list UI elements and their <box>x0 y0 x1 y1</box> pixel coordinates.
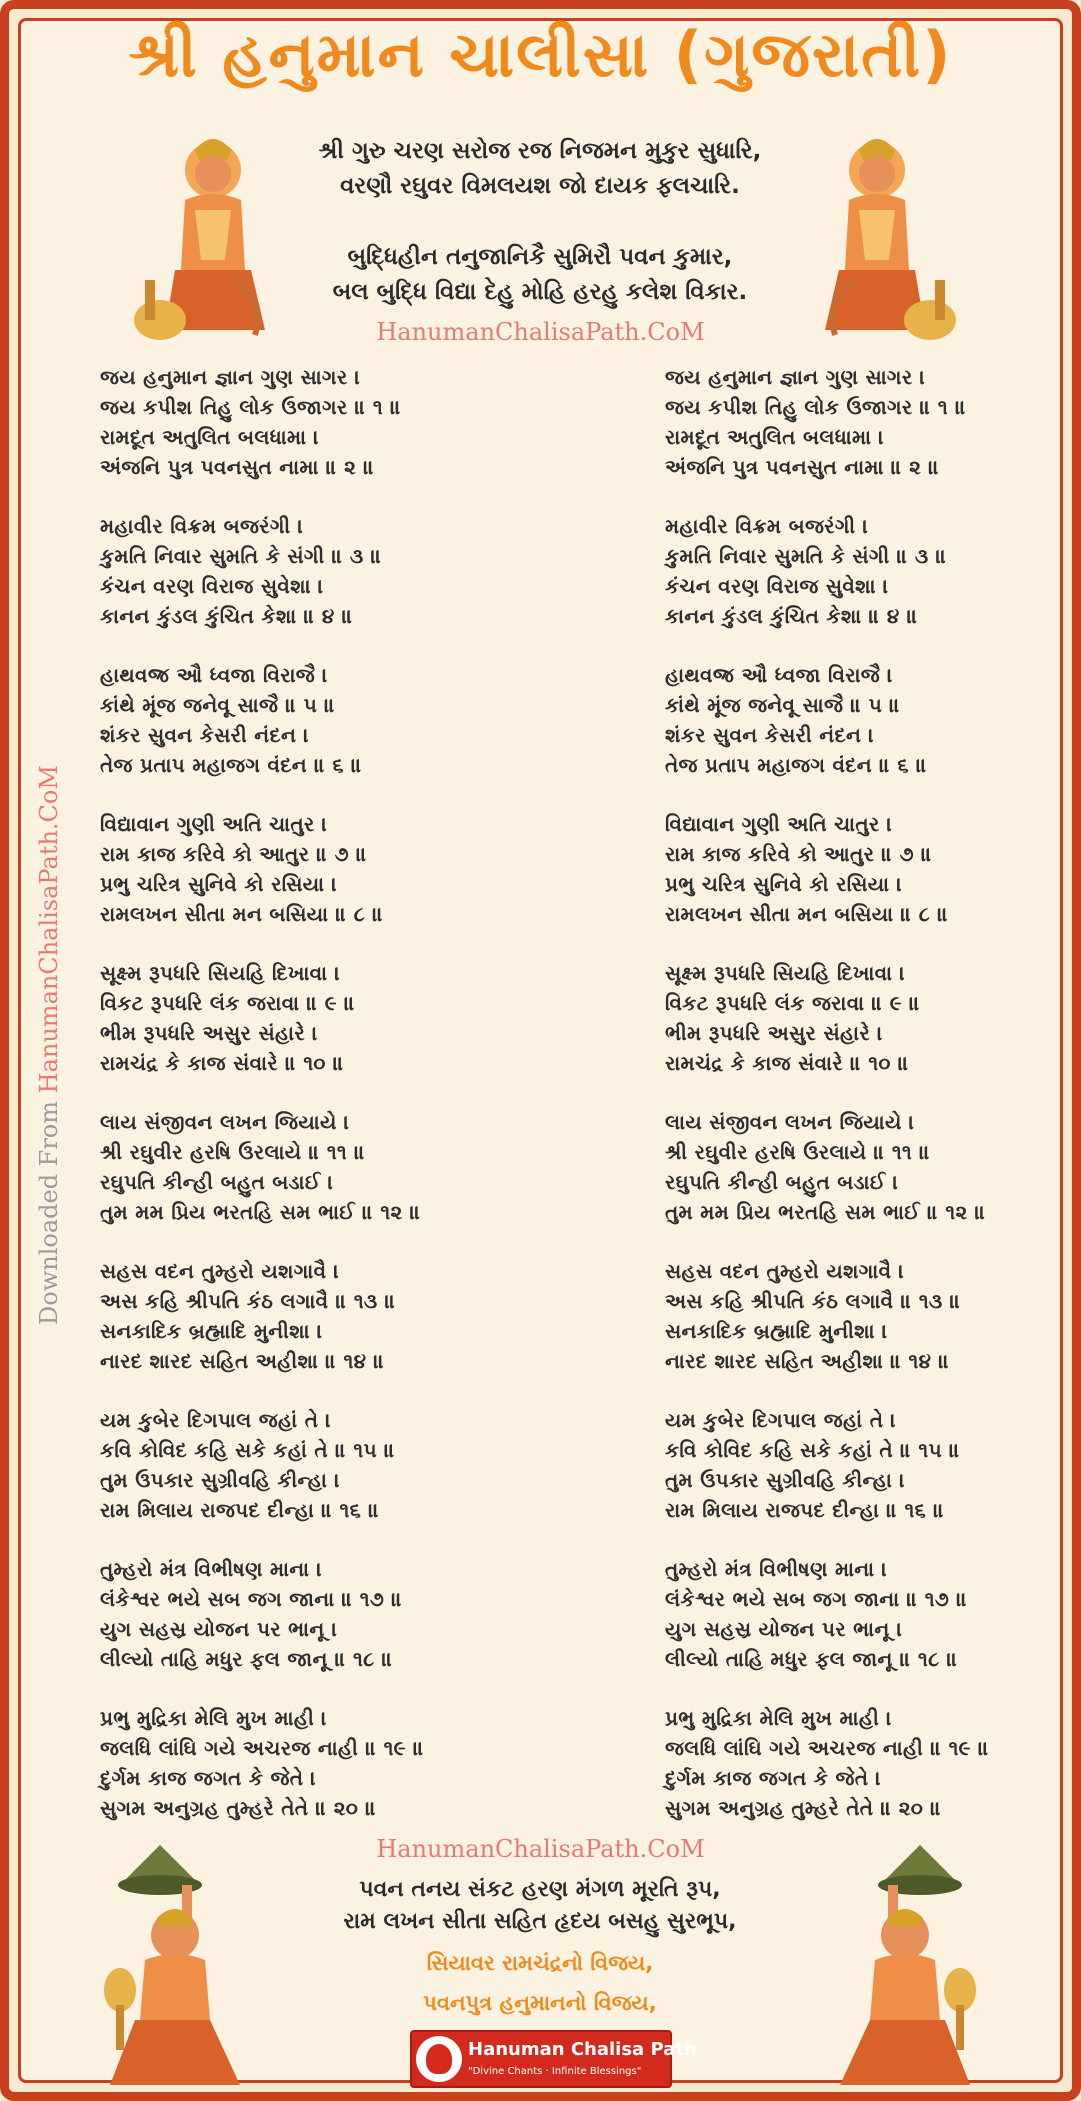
chalisa-stanza <box>100 1405 520 1554</box>
chalisa-verse-line: વિકટ રૂપધરિ લંક જરાવા ॥ ૯ ॥ <box>665 991 921 1015</box>
website-watermark-top[interactable]: HanumanChalisaPath.CoM <box>376 318 705 346</box>
chalisa-verse-line: યુગ સહસ્ર યોજન પર ભાનૂ । <box>100 1617 338 1641</box>
chalisa-verse-line: જય કપીશ તિહુ લોક ઉજાગર ॥ ૧ ॥ <box>100 395 402 419</box>
chalisa-verse-line: અસ કહિ શ્રીપતિ કંઠ લગાવૈ ॥ ૧૩ ॥ <box>665 1289 961 1313</box>
hanuman-mountain-illustration-bottom-right <box>815 1840 990 2090</box>
chalisa-verse-line: લાય સંજીવન લખન જિયાયે । <box>100 1110 350 1134</box>
chalisa-verse-line: યમ કુબેર દિગપાલ જહાં તે । <box>665 1408 897 1432</box>
chalisa-verse-line: સૂક્ષ્મ રૂપધરિ સિયહિ દિખાવા । <box>100 961 341 985</box>
chalisa-verse-line: રામચંદ્ર કે કાજ સંવારે ॥ ૧૦ ॥ <box>100 1051 344 1075</box>
chalisa-verse-line: સહસ વદન તુમ્હરો યશગાવૈ । <box>100 1259 340 1283</box>
side-download-link[interactable]: HanumanChalisaPath.CoM <box>35 765 63 1094</box>
chalisa-verse-line: કુમતિ નિવાર સુમતિ કે સંગી ॥ ૩ ॥ <box>665 544 947 568</box>
hanuman-mountain-illustration-bottom-left <box>90 1840 265 2090</box>
hanuman-illustration-top-right <box>815 130 965 350</box>
chalisa-stanza <box>665 1554 1081 1703</box>
doha-line: શ્રી ગુરુ ચરણ સરોજ રજ નિજમન મુકુર સુધારિ, <box>318 138 762 164</box>
chalisa-verse-line: તુમ મમ પ્રિય ભરતહિ સમ ભાઈ ॥ ૧૨ ॥ <box>100 1200 421 1224</box>
chalisa-verse-line: કાનન કુંડલ કુંચિત કેશા ॥ ૪ ॥ <box>665 604 918 628</box>
chalisa-verse-line: રામ મિલાય રાજપદ દીન્હા ॥ ૧૬ ॥ <box>665 1498 945 1522</box>
jai-line-hanuman: પવનપુત્ર હનુમાનનો વિજય, <box>423 1991 657 2015</box>
hanuman-chalisa-path-logo[interactable] <box>410 2030 697 2088</box>
chalisa-verse-line: કુમતિ નિવાર સુમતિ કે સંગી ॥ ૩ ॥ <box>100 544 382 568</box>
chalisa-verse-line: તેજ પ્રતાપ મહાજગ વંદન ॥ ૬ ॥ <box>665 753 927 777</box>
chalisa-stanza <box>100 1107 520 1256</box>
chalisa-stanza <box>665 1256 1081 1405</box>
chalisa-verse-line: સહસ વદન તુમ્હરો યશગાવૈ । <box>665 1259 905 1283</box>
chalisa-verse-line: પ્રભુ ચરિત્ર સુનિવે કો રસિયા । <box>665 872 903 896</box>
chalisa-verse-line: પ્રભુ ચરિત્ર સુનિવે કો રસિયા । <box>100 872 338 896</box>
chalisa-verse-line: તુમ ઉપકાર સુગ્રીવહિ કીન્હા । <box>100 1468 341 1492</box>
chalisa-verse-line: મહાવીર વિક્રમ બજરંગી । <box>100 514 304 538</box>
chalisa-verse-line: કાંથે મૂંજ જનેવૂ સાજૈ ॥ ૫ ॥ <box>665 693 901 717</box>
chalisa-verse-line: પ્રભુ મુદ્રિકા મેલિ મુખ માહી । <box>665 1706 892 1730</box>
chalisa-stanza <box>100 958 520 1107</box>
chalisa-verse-line: તુમ્હરો મંત્ર વિભીષણ માના । <box>100 1557 323 1581</box>
chalisa-verse-line: મહાવીર વિક્રમ બજરંગી । <box>665 514 869 538</box>
chalisa-verse-line: શ્રી રઘુવીર હરષિ ઉરલાયે ॥ ૧૧ ॥ <box>100 1140 366 1164</box>
chalisa-verse-line: રામદૂત અતુલિત બલધામા । <box>665 425 885 449</box>
chalisa-verse-line: યુગ સહસ્ર યોજન પર ભાનૂ । <box>665 1617 903 1641</box>
chalisa-verse-line: સુગમ અનુગ્રહ તુમ્હરે તેતે ॥ ૨૦ ॥ <box>100 1796 377 1820</box>
chalisa-stanza <box>665 511 1081 660</box>
chalisa-verse-line: જય હનુમાન જ્ઞાન ગુણ સાગર । <box>100 365 361 389</box>
chalisa-verse-line: વિકટ રૂપધરિ લંક જરાવા ॥ ૯ ॥ <box>100 991 356 1015</box>
closing-doha-line-1: પવન તનય સંકટ હરણ મંગળ મૂરતિ રૂપ, <box>359 1877 721 1902</box>
doha-line: બલ બુદ્ધિ વિદ્યા દેહુ મોહિ હરહુ કલેશ વિકાર. <box>332 279 748 305</box>
chalisa-verse-line: નારદ શારદ સહિત અહીશા ॥ ૧૪ ॥ <box>100 1349 385 1373</box>
chalisa-verse-line: રામ મિલાય રાજપદ દીન્હા ॥ ૧૬ ॥ <box>100 1498 380 1522</box>
chalisa-verse-line: તુમ્હરો મંત્ર વિભીષણ માના । <box>665 1557 888 1581</box>
chalisa-verse-line: શ્રી રઘુવીર હરષિ ઉરલાયે ॥ ૧૧ ॥ <box>665 1140 931 1164</box>
chalisa-verse-line: લીલ્યો તાહિ મધુર ફલ જાનૂ ॥ ૧૮ ॥ <box>665 1647 958 1671</box>
chalisa-stanza <box>100 809 520 958</box>
logo-tagline: "Divine Chants · Infinite Blessings" <box>468 2066 642 2077</box>
hanuman-illustration-top-left <box>125 130 275 350</box>
chalisa-verse-line: જલધિ લાંઘિ ગયે અચરજ નાહી ॥ ૧૯ ॥ <box>100 1736 424 1760</box>
chalisa-verse-line: સનકાદિક બ્રહ્માદિ મુનીશા । <box>100 1319 323 1343</box>
chalisa-verse-line: ભીમ રૂપધરિ અસુર સંહારે । <box>665 1021 883 1045</box>
chalisa-stanza <box>665 1107 1081 1256</box>
chalisa-verse-line: દુર્ગમ કાજ જગત કે જેતે । <box>665 1766 882 1790</box>
chalisa-stanza <box>665 809 1081 958</box>
chalisa-stanza <box>100 660 520 809</box>
closing-doha-line-2: રામ લખન સીતા સહિત હૃદય બસહુ સુરભૂપ, <box>343 1909 737 1934</box>
chalisa-verse-line: કાનન કુંડલ કુંચિત કેશા ॥ ૪ ॥ <box>100 604 353 628</box>
chalisa-verse-line: હાથવજ્ર ઔ ધ્વજા વિરાજૈ । <box>100 663 328 687</box>
chalisa-verse-line: શંકર સુવન કેસરી નંદન । <box>665 723 875 747</box>
chalisa-verse-line: હાથવજ્ર ઔ ધ્વજા વિરાજૈ । <box>665 663 893 687</box>
chalisa-stanza <box>100 511 520 660</box>
chalisa-verse-line: પ્રભુ મુદ્રિકા મેલિ મુખ માહી । <box>100 1706 327 1730</box>
side-download-prefix: Downloaded From <box>35 1093 63 1325</box>
chalisa-verse-line: રામદૂત અતુલિત બલધામા । <box>100 425 320 449</box>
chalisa-verse-line: લાય સંજીવન લખન જિયાયે । <box>665 1110 915 1134</box>
chalisa-verse-line: કંચન વરણ વિરાજ સુવેશા । <box>100 574 324 598</box>
chalisa-verse-line: સુગમ અનુગ્રહ તુમ્હરે તેતે ॥ ૨૦ ॥ <box>665 1796 942 1820</box>
page-title: શ્રી હનુમાન ચાલીસા (ગુજરાતી) <box>128 18 953 91</box>
chalisa-verse-line: નારદ શારદ સહિત અહીશા ॥ ૧૪ ॥ <box>665 1349 950 1373</box>
chalisa-verse-line: અંજનિ પુત્ર પવનસુત નામા ॥ ૨ ॥ <box>665 455 940 479</box>
chalisa-verse-line: તુમ ઉપકાર સુગ્રીવહિ કીન્હા । <box>665 1468 906 1492</box>
chalisa-verse-line: અંજનિ પુત્ર પવનસુત નામા ॥ ૨ ॥ <box>100 455 375 479</box>
chalisa-verse-line: ભીમ રૂપધરિ અસુર સંહારે । <box>100 1021 318 1045</box>
chalisa-verse-line: લંકેશ્વર ભયે સબ જગ જાના ॥ ૧૭ ॥ <box>100 1587 403 1611</box>
chalisa-verse-line: તેજ પ્રતાપ મહાજગ વંદન ॥ ૬ ॥ <box>100 753 362 777</box>
chalisa-verse-line: તુમ મમ પ્રિય ભરતહિ સમ ભાઈ ॥ ૧૨ ॥ <box>665 1200 986 1224</box>
chalisa-verse-line: જલધિ લાંઘિ ગયે અચરજ નાહી ॥ ૧૯ ॥ <box>665 1736 989 1760</box>
chalisa-column-left <box>100 362 520 1852</box>
doha-line: બુદ્ધિહીન તનુજાનિકૈ સુમિરૌ પવન કુમાર, <box>347 244 733 270</box>
chalisa-column-right <box>665 362 1081 1852</box>
chalisa-verse-line: કંચન વરણ વિરાજ સુવેશા । <box>665 574 889 598</box>
chalisa-verse-line: કવિ કોવિદ કહિ સકે કહાં તે ॥ ૧૫ ॥ <box>100 1438 396 1462</box>
opening-doha-1 <box>270 134 810 204</box>
chalisa-stanza <box>100 362 520 511</box>
chalisa-verse-line: વિદ્યાવાન ગુણી અતિ ચાતુર । <box>665 812 893 836</box>
opening-doha-2 <box>270 240 810 310</box>
chalisa-verse-line: યમ કુબેર દિગપાલ જહાં તે । <box>100 1408 332 1432</box>
jai-line-ram: સિયાવર રામચંદ્રનો વિજય, <box>426 1951 654 1975</box>
logo-name: Hanuman Chalisa Path <box>468 2039 697 2060</box>
hanuman-face-icon <box>416 2036 462 2082</box>
chalisa-verse-line: લંકેશ્વર ભયે સબ જગ જાના ॥ ૧૭ ॥ <box>665 1587 968 1611</box>
chalisa-verse-line: કાંથે મૂંજ જનેવૂ સાજૈ ॥ ૫ ॥ <box>100 693 336 717</box>
chalisa-verse-line: દુર્ગમ કાજ જગત કે જેતે । <box>100 1766 317 1790</box>
side-download-text <box>35 765 63 1325</box>
chalisa-stanza <box>665 1703 1081 1852</box>
chalisa-stanza <box>665 362 1081 511</box>
doha-line: વરણૌ રઘુવર વિમલયશ જો દાયક ફલચારિ. <box>340 173 740 199</box>
chalisa-verse-line: જય હનુમાન જ્ઞાન ગુણ સાગર । <box>665 365 926 389</box>
chalisa-verse-line: અસ કહિ શ્રીપતિ કંઠ લગાવૈ ॥ ૧૩ ॥ <box>100 1289 396 1313</box>
website-watermark-bottom[interactable]: HanumanChalisaPath.CoM <box>376 1835 705 1863</box>
chalisa-verse-line: સનકાદિક બ્રહ્માદિ મુનીશા । <box>665 1319 888 1343</box>
chalisa-stanza <box>665 660 1081 809</box>
chalisa-stanza <box>665 1405 1081 1554</box>
chalisa-stanza <box>100 1554 520 1703</box>
chalisa-stanza <box>100 1703 520 1852</box>
chalisa-verse-line: રામલખન સીતા મન બસિયા ॥ ૮ ॥ <box>665 902 949 926</box>
chalisa-verse-line: રામ કાજ કરિવે કો આતુર ॥ ૭ ॥ <box>665 842 932 866</box>
chalisa-verse-line: કવિ કોવિદ કહિ સકે કહાં તે ॥ ૧૫ ॥ <box>665 1438 961 1462</box>
chalisa-verse-line: શંકર સુવન કેસરી નંદન । <box>100 723 310 747</box>
chalisa-verse-line: વિદ્યાવાન ગુણી અતિ ચાતુર । <box>100 812 328 836</box>
chalisa-stanza <box>100 1256 520 1405</box>
chalisa-verse-line: જય કપીશ તિહુ લોક ઉજાગર ॥ ૧ ॥ <box>665 395 967 419</box>
chalisa-verse-line: રામચંદ્ર કે કાજ સંવારે ॥ ૧૦ ॥ <box>665 1051 909 1075</box>
chalisa-stanza <box>665 958 1081 1107</box>
chalisa-verse-line: રામ કાજ કરિવે કો આતુર ॥ ૭ ॥ <box>100 842 367 866</box>
chalisa-verse-line: રઘુપતિ કીન્હી બહુત બડાઈ । <box>100 1170 334 1194</box>
chalisa-verse-line: રઘુપતિ કીન્હી બહુત બડાઈ । <box>665 1170 899 1194</box>
chalisa-verse-line: લીલ્યો તાહિ મધુર ફલ જાનૂ ॥ ૧૮ ॥ <box>100 1647 393 1671</box>
chalisa-verse-line: સૂક્ષ્મ રૂપધરિ સિયહિ દિખાવા । <box>665 961 906 985</box>
chalisa-verse-line: રામલખન સીતા મન બસિયા ॥ ૮ ॥ <box>100 902 384 926</box>
